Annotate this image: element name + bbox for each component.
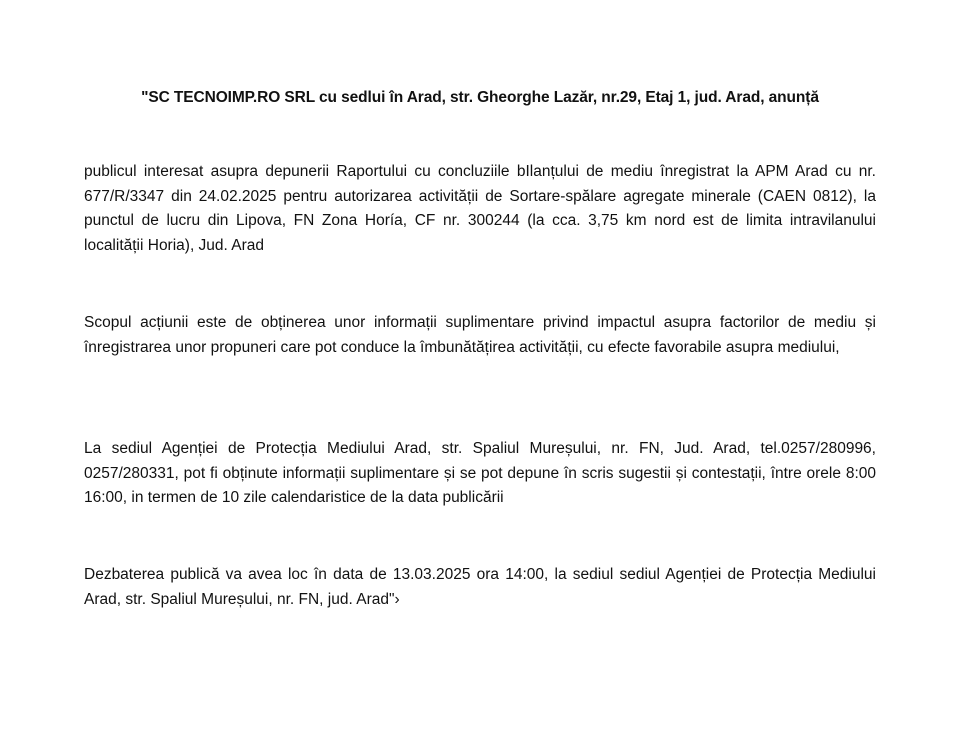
announcement-title: "SC TECNOIMP.RO SRL cu sedlui în Arad, str. Gheorghe Lazăr, nr.29, Etaj 1, jud. Arad, anunță [141, 89, 819, 106]
paragraph-purpose: Scopul acțiunii este de obținerea unor informații suplimentare privind impactul asupra factorilor de mediu și înregistrarea unor propuneri care pot conduce la îmbunătățirea activității, cu efecte favorabile asupra mediului, [84, 314, 876, 356]
paragraph-public-notice: publicul interesat asupra depunerii Raportului cu concluziile bIlanțului de mediu înregistrat la APM Arad cu nr. 677/R/3347 din 24.02.2025 pentru autorizarea activității de Sortare-spălare agregate minerale (CAEN 0812), la punctul de lucru din Lipova, FN Zona Horía, CF nr. 300244 (la cca. 3,75 km nord est de limita intravilanului localității Horia), Jud. Arad [84, 163, 876, 254]
paragraph-public-debate: Dezbaterea publică va avea loc în data de 13.03.2025 ora 14:00, la sediul sediul Agenției de Protecția Mediului Arad, str. Spaliul Mureșului, nr. FN, jud. Arad"› [84, 566, 876, 608]
paragraph-contact-info: La sediul Agenției de Protecția Mediului Arad, str. Spaliul Mureșului, nr. FN, Jud. Arad, tel.0257/280996, 0257/280331, pot fi obținute informații suplimentare și se pot depune în scris sugestii și contestații, între orele 8:00 16:00, in termen de 10 zile calendaristice de la data publicării [84, 440, 876, 506]
